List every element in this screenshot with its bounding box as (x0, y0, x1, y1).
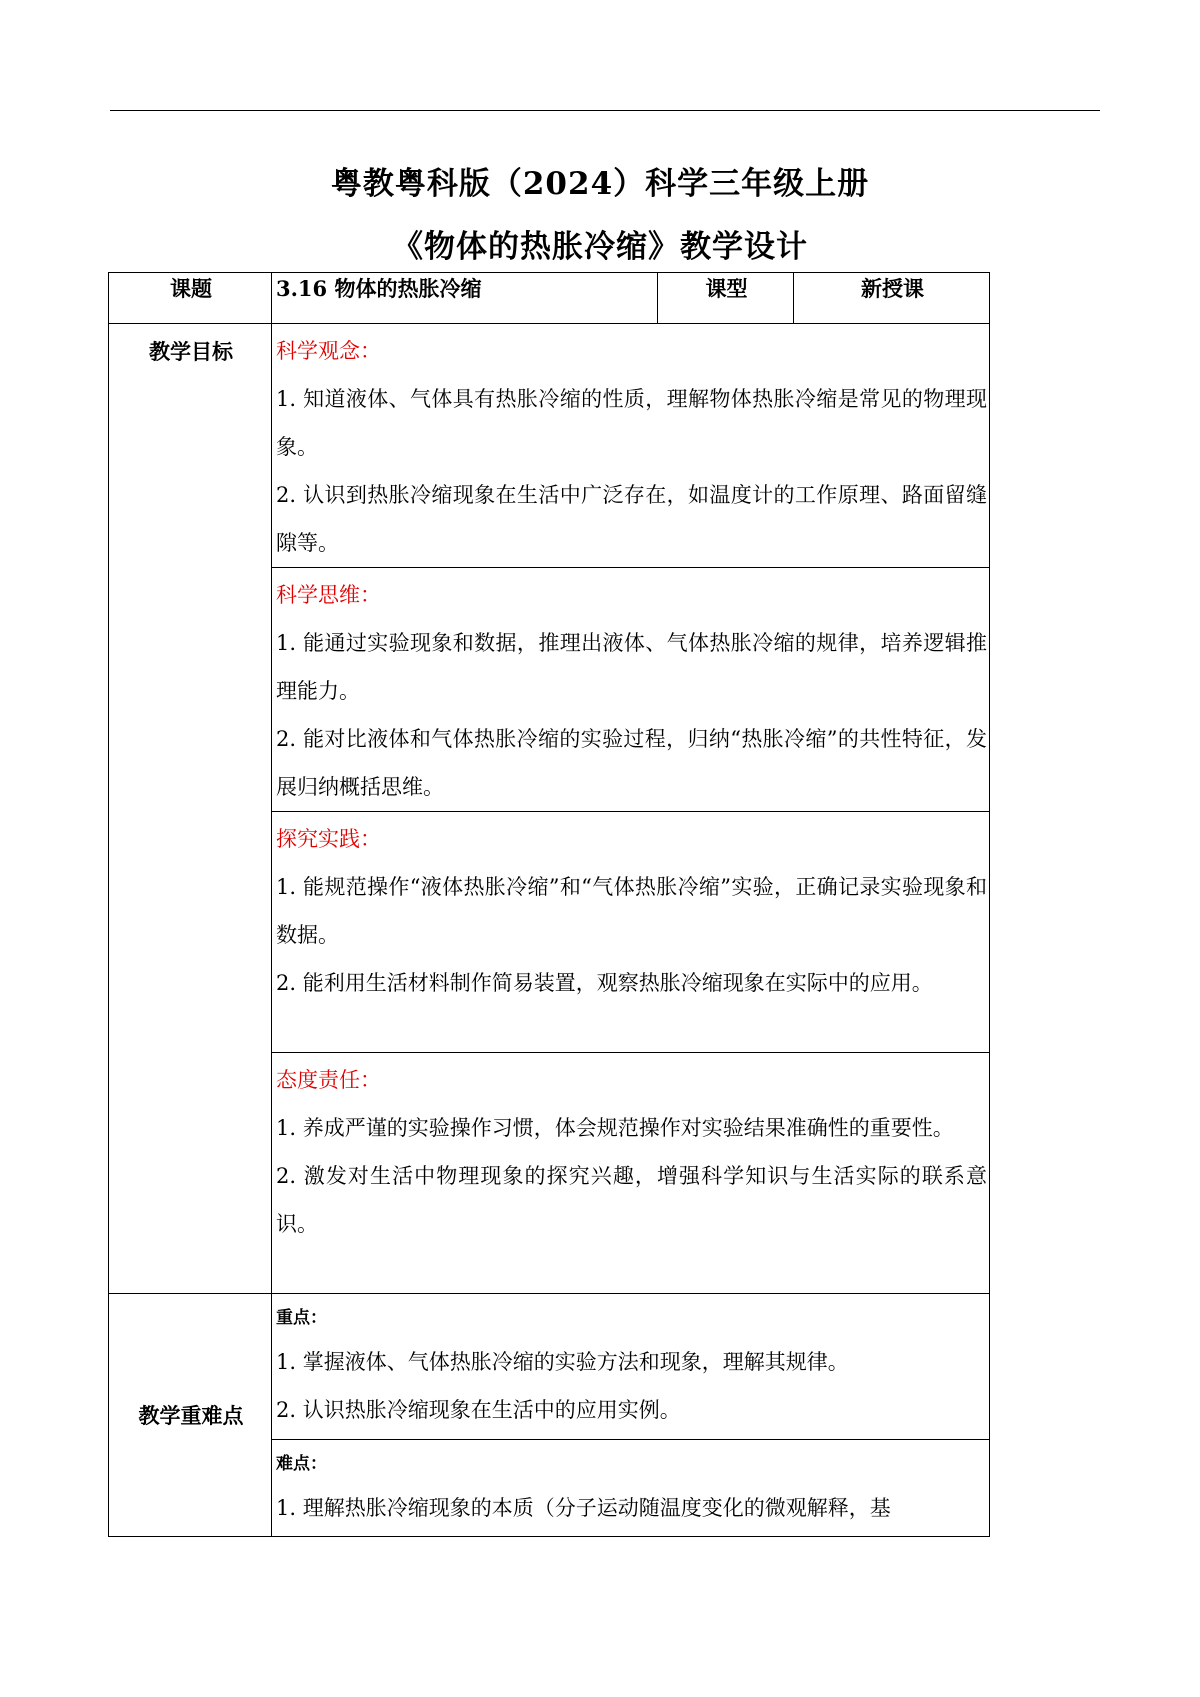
goals-row-concept (109, 324, 990, 568)
goal-item: 1. 能规范操作“液体热胀冷缩”和“气体热胀冷缩”实验，正确记录实验现象和数据。 (276, 875, 987, 947)
section-heading: 探究实践： (276, 827, 381, 851)
goal-item: 1. 能通过实验现象和数据，推理出液体、气体热胀冷缩的规律，培养逻辑推理能力。 (276, 631, 987, 703)
goal-section-attitude (272, 1053, 990, 1294)
goal-section-practice (272, 812, 990, 1053)
topic-value: 3.16 物体的热胀冷缩 (272, 273, 658, 324)
topic-label: 课题 (109, 273, 272, 324)
section-heading: 科学观念： (276, 339, 381, 363)
key-item: 1. 掌握液体、气体热胀冷缩的实验方法和现象，理解其规律。 (276, 1350, 849, 1374)
goal-item: 2. 认识到热胀冷缩现象在生活中广泛存在，如温度计的工作原理、路面留缝隙等。 (276, 483, 987, 555)
section-heading: 态度责任： (276, 1068, 381, 1092)
keypoints-label: 教学重难点 (109, 1294, 272, 1537)
goal-item: 2. 能对比液体和气体热胀冷缩的实验过程，归纳“热胀冷缩”的共性特征，发展归纳概括思维。 (276, 727, 987, 799)
difficult-heading: 难点： (276, 1454, 327, 1474)
key-heading: 重点： (276, 1308, 327, 1328)
keypoints-row-key (109, 1294, 990, 1440)
document-title-line2: 《物体的热胀冷缩》教学设计 (392, 229, 808, 265)
goal-section-concept (272, 324, 990, 568)
goal-item: 2. 能利用生活材料制作简易装置，观察热胀冷缩现象在实际中的应用。 (276, 971, 933, 995)
key-item: 2. 认识热胀冷缩现象在生活中的应用实例。 (276, 1398, 681, 1422)
goal-item: 1. 养成严谨的实验操作习惯，体会规范操作对实验结果准确性的重要性。 (276, 1116, 954, 1140)
document-title-line1: 粤教粤科版（2024）科学三年级上册 (330, 166, 870, 202)
difficult-points-cell (272, 1440, 990, 1537)
difficult-item: 1. 理解热胀冷缩现象的本质（分子运动随温度变化的微观解释，基 (276, 1496, 891, 1520)
goal-item: 2. 激发对生活中物理现象的探究兴趣，增强科学知识与生活实际的联系意识。 (276, 1164, 987, 1236)
goal-section-thinking (272, 568, 990, 812)
goal-item: 1. 知道液体、气体具有热胀冷缩的性质，理解物体热胀冷缩是常见的物理现象。 (276, 387, 987, 459)
key-points-cell (272, 1294, 990, 1440)
header-rule (110, 110, 1100, 111)
section-heading: 科学思维： (276, 583, 381, 607)
type-label: 课型 (658, 273, 794, 324)
lesson-design-table (108, 272, 990, 1537)
goals-label: 教学目标 (109, 324, 272, 1294)
table-header-row (109, 273, 990, 324)
type-value: 新授课 (794, 273, 990, 324)
